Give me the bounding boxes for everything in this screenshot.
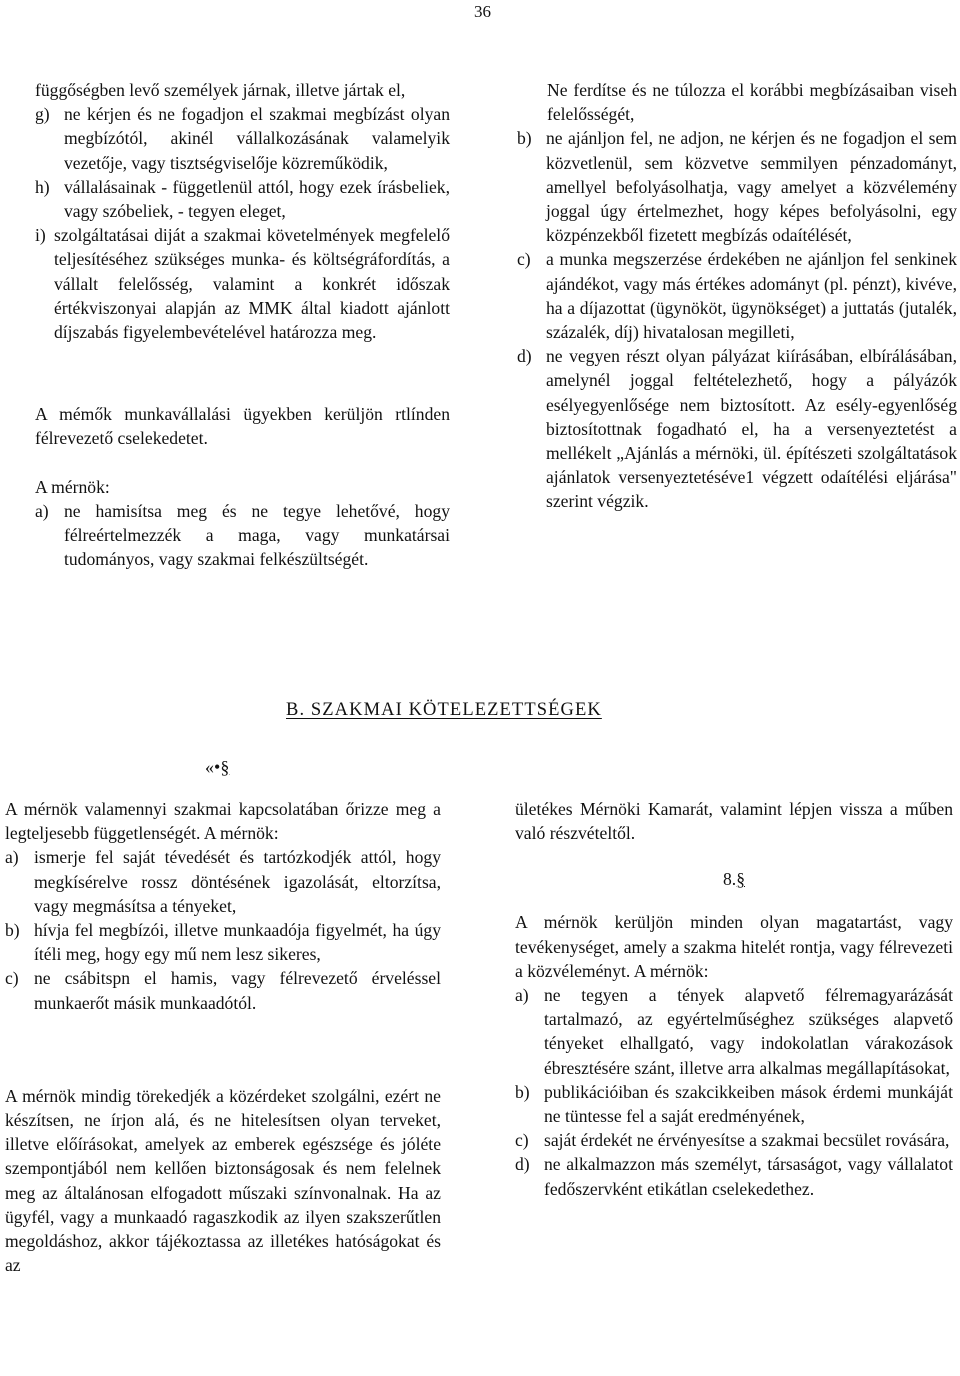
list-item-text: ne kérjen és ne fogadjon el szakmai megbízást olyan megbízótól, akinél vállalkozásának valamelyik vezetője, vagy tisztségviselője közreműködik, [64,104,450,173]
list-item-text: ne ajánljon fel, ne adjon, ne kérjen és ne fogadjon el sem közvetlenül, sem közvetve semmilyen pénzadományt, amellyel befolyásolhatja, vagy amelyet a közvélemény joggal úgy értelmezhet, hogy képes befolyásolni, egy közpénzekből fizetett megbízás odaítélését, [546,128,957,246]
list-marker: c) [5,968,19,989]
list-item-b [515,1080,953,1128]
list-item-text: ne vegyen részt olyan pályázat kiírásában, elbírálásában, amelynél joggal feltételezhető, hogy a pályázók esélyegyenlősége nem biztosított. Az esély-egyenlőség biztosítottnak fogadható el, ha a versenyeztetést a mellékelt „Ajánlás a mérnöki, ül. építészeti szolgáltatások ajánlatok versenyeztetéséve1 végzett odaítélési eljárása" szerint végzik. [546,346,957,512]
paragraph: ületékes Mérnöki Kamarát, valamint lépjen vissza a műben való részvételtől. [515,799,953,844]
paragraph: Ne ferdítse és ne túlozza el korábbi megbízásaiban viseh felelősségét, [547,80,957,125]
list-item-text: ne tegyen a tények alapvető félremagyarázását tartalmazó, az egyértelműséghez szükséges alapvető tényeket elhallgató, vagy indokolatlan várakozások ébresztésére szánt, illetve arra alkalmas megállapításokat, [544,985,953,1078]
paragraph: függőségben levő személyek járnak, illetve jártak el, [35,80,406,100]
top-right-column [517,78,957,514]
list-marker: b) [517,128,532,149]
bottom-right-column [515,797,953,1201]
list-item-text: ne alkalmazzon más személyt, társaságot, vagy vállalatot fedőszervként etikátlan cselekedethez. [544,1154,953,1199]
list-marker: d) [517,346,532,367]
list-item-text: saját érdekét ne érvényesítse a szakmai becsület rovására, [544,1130,950,1151]
list-item-i [35,223,450,344]
paragraph: A mérnök: [35,476,110,497]
list-item-text: vállalásainak - függetlenül attól, hogy ezek írásbeliek, vagy szóbeliek, - tegyen eleget, [64,176,450,222]
section-mark-number: 8. [723,869,737,890]
list-marker: c) [515,1130,529,1151]
list-marker: b) [5,920,20,941]
list-item-a [515,983,953,1080]
list-item-b [517,126,957,247]
list-item-a [35,499,450,572]
list-item-h [35,175,450,223]
list-item-text: publikációiban és szakcikkeiben mások érdemi munkáját ne tüntesse fel a saját eredményének, [544,1081,953,1127]
list-item-d [517,344,957,513]
list-marker: c) [517,249,531,270]
list-marker: g) [35,104,50,125]
paragraph: A mérnök kerüljön minden olyan magatartást, vagy tevékenységet, amely a szakma hitelét rontja, vagy félrevezeti a közvéleményt. A mérnök: [515,912,953,981]
paragraph: A mérnök mindig törekedjék a közérdeket szolgálni, ezért ne készítsen, ne írjon alá, és ne hitelesítsen olyan terveket, illetve előírásokat, amelyek az emberek egészsége és jóléte szempontjából nem kellően biztonságosak és nem felelnek meg az általánosan elfogadott műszaki színvonalnak. Ha az ügyfél, vagy a munkaadó ragaszkodik az ilyen szakszerűtlen megoldáshoz, akkor tájékoztassa az illetékes hatóságokat és az [5,1085,441,1276]
list-marker: h) [35,176,50,197]
list-item-a [5,845,441,918]
list-marker: a) [515,985,529,1006]
list-item-text: ne hamisítsa meg és ne tegye lehetővé, hogy félreértelmezzék a maga, vagy munkatársai tudományos, vagy szakmai felkészültségét. [64,500,450,570]
list-marker: a) [5,847,19,868]
list-item-text: a munka megszerzése érdekében ne ajánljon fel senkinek ajándékot, vagy más értékes adományt (pl. pénzt), kivéve, ha a díjazottat (ügynököt, ügynökséget) a juttatás (jutalék, százalék, díj) hivatalosan megilleti, [546,249,957,343]
list-item-text: ne csábitspn el hamis, vagy félrevezető érveléssel munkaerőt másik munkaadótól. [34,968,441,1013]
list-item-text: hívja fel megbízói, illetve munkaadója figyelmét, ha úgy ítéli meg, hogy egy mű nem lesz sikeres, [34,920,441,965]
list-item-c [517,247,957,344]
list-item-c [5,966,441,1014]
list-item-c [515,1128,953,1152]
section-title: B. SZAKMAI KÖTELEZETTSÉGEK [286,700,602,720]
section-mark-paragraph-sign: § [736,869,745,890]
list-item-text: szolgáltatásai diját a szakmai követelmények megfelelő teljesítéséhez szükséges munka- és költségráfordítás, a vállalt felelősség, valamint a konkrét időszak értékviszonyai alapján az MMK által kiadott ajánlott díjszabás figyelembevételével határozza meg. [54,225,450,343]
list-marker: b) [515,1081,530,1102]
paragraph: A mémők munkavállalási ügyekben kerüljön rtlínden félrevezető cselekedetet. [35,404,450,449]
section-mark [515,869,953,890]
section-mark-symbol: «• [205,757,221,777]
list-item-text: ismerje fel saját tévedését és tartózkodjék attól, hogy megkísérelve rossz döntésének igazolását, eltorzítsa, vagy megmásítsa a tényeket, [34,847,441,916]
section-mark [205,757,229,778]
list-marker: d) [515,1154,530,1175]
paragraph: A mérnök valamennyi szakmai kapcsolatában őrizze meg a legteljesebb függetlenségét. A mérnök: [5,799,441,844]
top-left-column [35,78,450,571]
bottom-left-column [5,797,441,1277]
list-marker: a) [35,500,49,521]
page-number: 36 [474,2,491,21]
list-item-d [515,1152,953,1200]
list-item-b [5,918,441,966]
list-marker: i) [35,225,46,246]
section-mark-paragraph-sign: § [220,757,230,777]
list-item-g [35,102,450,175]
